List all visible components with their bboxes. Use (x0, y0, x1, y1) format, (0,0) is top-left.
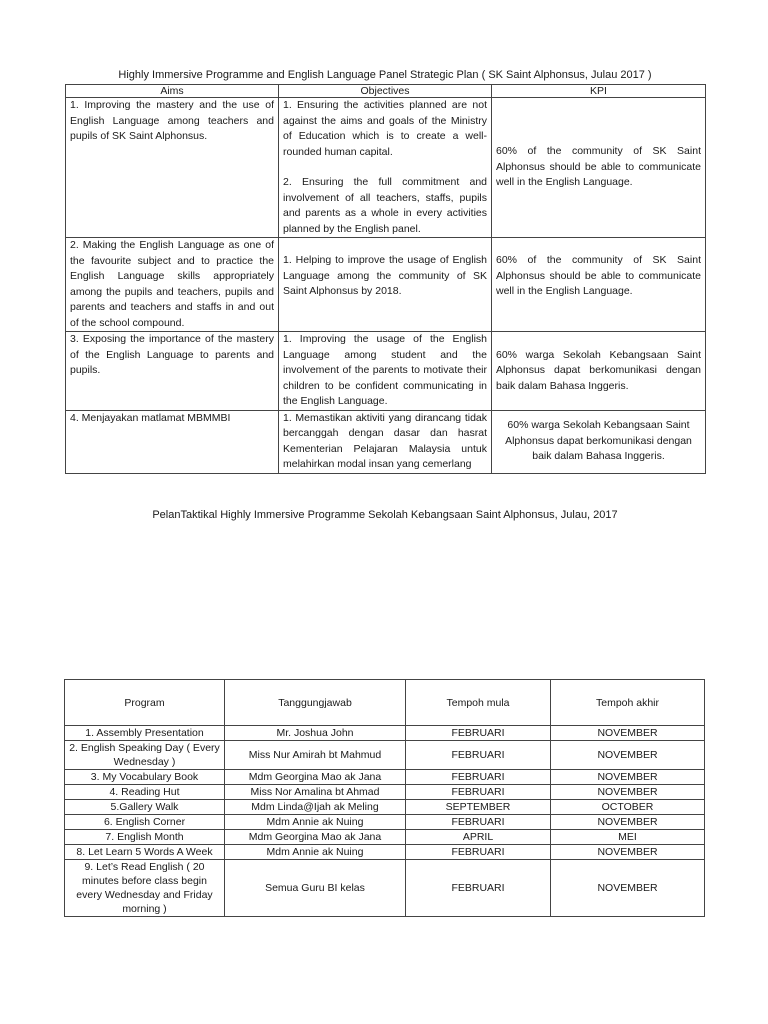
start-cell: FEBRUARI (406, 845, 551, 860)
kpi-cell: 60% of the community of SK Saint Alphonsus should be able to communicate well in the English Language. (492, 238, 706, 332)
responsible-cell: Mdm Georgina Mao ak Jana (225, 830, 406, 845)
column-header-tempoh-mula: Tempoh mula (406, 680, 551, 726)
start-cell: FEBRUARI (406, 770, 551, 785)
kpi-cell: 60% warga Sekolah Kebangsaan Saint Alphonsus dapat berkomunikasi dengan baik dalam Bahasa Inggeris. (492, 332, 706, 411)
end-cell: NOVEMBER (551, 741, 705, 770)
start-cell: FEBRUARI (406, 860, 551, 917)
objective-cell: 1. Memastikan aktiviti yang dirancang tidak bercanggah dengan dasar dan hasrat Kementerian Pelajaran Malaysia untuk melahirkan modal insan yang cemerlang (279, 410, 492, 473)
program-cell: 3. My Vocabulary Book (65, 770, 225, 785)
table-row (65, 726, 705, 741)
column-header-program: Program (65, 680, 225, 726)
column-header-tanggungjawab: Tanggungjawab (225, 680, 406, 726)
responsible-cell: Mdm Annie ak Nuing (225, 815, 406, 830)
table-header-row (66, 85, 706, 98)
responsible-cell: Miss Nur Amirah bt Mahmud (225, 741, 406, 770)
program-cell: 4. Reading Hut (65, 785, 225, 800)
table-row (66, 332, 706, 411)
end-cell: NOVEMBER (551, 860, 705, 917)
end-cell: NOVEMBER (551, 770, 705, 785)
table-row (65, 860, 705, 917)
aim-cell: 1. Improving the mastery and the use of English Language among teachers and pupils of SK Saint Alphonsus. (66, 98, 279, 238)
table-row (66, 98, 706, 238)
aim-cell: 3. Exposing the importance of the mastery of the English Language to parents and pupils. (66, 332, 279, 411)
responsible-cell: Mdm Annie ak Nuing (225, 845, 406, 860)
end-cell: OCTOBER (551, 800, 705, 815)
start-cell: SEPTEMBER (406, 800, 551, 815)
program-cell: 8. Let Learn 5 Words A Week (65, 845, 225, 860)
aim-cell: 4. Menjayakan matlamat MBMMBI (66, 410, 279, 473)
responsible-cell: Mdm Linda@Ijah ak Meling (225, 800, 406, 815)
end-cell: MEI (551, 830, 705, 845)
table-row (65, 830, 705, 845)
program-cell: 9. Let’s Read English ( 20 minutes before class begin every Wednesday and Friday morning ) (65, 860, 225, 917)
kpi-cell: 60% warga Sekolah Kebangsaan Saint Alphonsus dapat berkomunikasi dengan baik dalam Bahasa Inggeris. (492, 410, 706, 473)
kpi-cell: 60% of the community of SK Saint Alphonsus should be able to communicate well in the English Language. (492, 98, 706, 238)
table-row (65, 815, 705, 830)
table-row (65, 845, 705, 860)
objective-text: 1. Ensuring the activities planned are not against the aims and goals of the Ministry of Education which is to create a well-rounded human capital. (283, 99, 487, 158)
column-header-aims: Aims (66, 85, 279, 98)
end-cell: NOVEMBER (551, 785, 705, 800)
column-header-kpi: KPI (492, 85, 706, 98)
tactical-plan-caption: PelanTaktikal Highly Immersive Programme Sekolah Kebangsaan Saint Alphonsus, Julau, 2017 (152, 509, 618, 521)
objective-cell: 1. Improving the usage of the English Language among student and the involvement of the parents to motivate their children to be confident communicating in the English Language. (279, 332, 492, 411)
program-cell: 6. English Corner (65, 815, 225, 830)
table-header-row (65, 680, 705, 726)
column-header-tempoh-akhir: Tempoh akhir (551, 680, 705, 726)
aim-cell: 2. Making the English Language as one of the favourite subject and to practice the English Language skills appropriately among the pupils and teachers, pupils and parents and teachers and staffs in and out of the school compound. (66, 238, 279, 332)
table-row (66, 238, 706, 332)
program-cell: 7. English Month (65, 830, 225, 845)
table-row (65, 770, 705, 785)
page-title: Highly Immersive Programme and English Language Panel Strategic Plan ( SK Saint Alphonsus, Julau 2017 ) (118, 69, 652, 81)
program-cell: 5.Gallery Walk (65, 800, 225, 815)
table-row (65, 741, 705, 770)
program-table (64, 679, 705, 917)
responsible-cell: Semua Guru BI kelas (225, 860, 406, 917)
column-header-objectives: Objectives (279, 85, 492, 98)
start-cell: FEBRUARI (406, 815, 551, 830)
start-cell: FEBRUARI (406, 741, 551, 770)
responsible-cell: Miss Nor Amalina bt Ahmad (225, 785, 406, 800)
table-row (65, 800, 705, 815)
program-cell: 1. Assembly Presentation (65, 726, 225, 741)
start-cell: FEBRUARI (406, 785, 551, 800)
responsible-cell: Mdm Georgina Mao ak Jana (225, 770, 406, 785)
end-cell: NOVEMBER (551, 845, 705, 860)
objective-text: 2. Ensuring the full commitment and involvement of all teachers, staffs, pupils and parents as a whole in every activities planned by the English panel. (283, 176, 487, 235)
objective-cell (279, 98, 492, 238)
start-cell: APRIL (406, 830, 551, 845)
end-cell: NOVEMBER (551, 815, 705, 830)
strategic-plan-table (65, 84, 706, 474)
table-row (66, 410, 706, 473)
responsible-cell: Mr. Joshua John (225, 726, 406, 741)
program-cell: 2. English Speaking Day ( Every Wednesday ) (65, 741, 225, 770)
start-cell: FEBRUARI (406, 726, 551, 741)
objective-cell: 1. Helping to improve the usage of English Language among the community of SK Saint Alphonsus by 2018. (279, 238, 492, 332)
table-row (65, 785, 705, 800)
end-cell: NOVEMBER (551, 726, 705, 741)
